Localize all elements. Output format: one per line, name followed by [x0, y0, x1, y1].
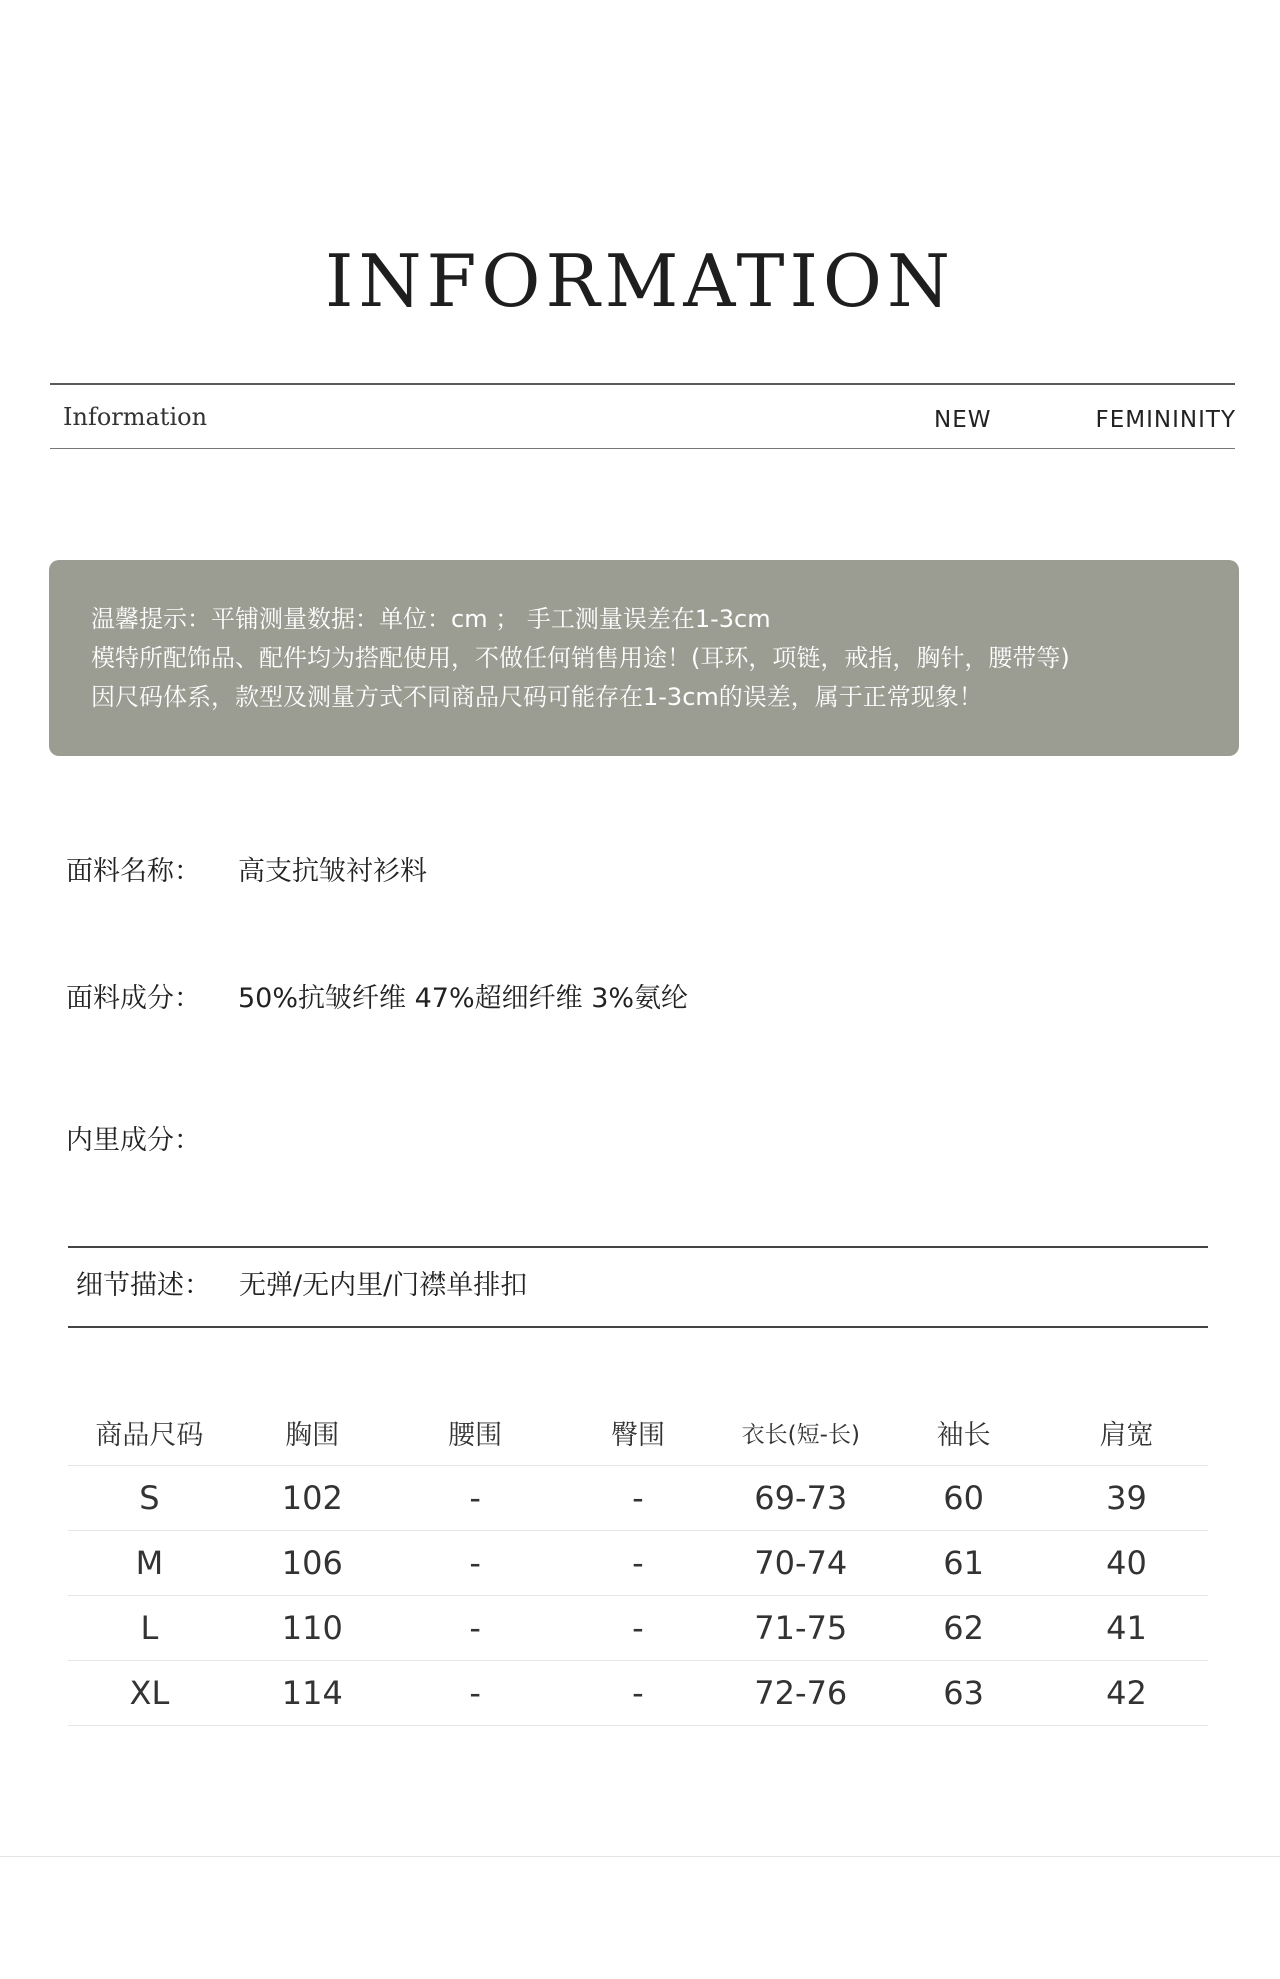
- table-row: [68, 1531, 1208, 1596]
- table-cell: 69-73: [719, 1466, 882, 1531]
- fabric-name-label: 面料名称：: [66, 856, 201, 887]
- table-cell: 70-74: [719, 1531, 882, 1596]
- col-header-chest: 胸围: [231, 1400, 394, 1466]
- table-cell: 39: [1045, 1466, 1208, 1531]
- table-cell: 110: [231, 1596, 394, 1661]
- header-top-divider: [50, 383, 1235, 385]
- col-header-sleeve: 袖长: [882, 1400, 1045, 1466]
- table-cell: -: [394, 1596, 557, 1661]
- table-cell: 62: [882, 1596, 1045, 1661]
- table-cell: -: [394, 1661, 557, 1726]
- header-bottom-divider: [50, 448, 1235, 449]
- lining-row: [66, 1127, 238, 1154]
- detail-value: 无弹/无内里/门襟单排扣: [239, 1270, 528, 1301]
- notice-line: 因尺码体系，款型及测量方式不同商品尺码可能存在1-3cm的误差，属于正常现象！: [91, 683, 983, 711]
- col-header-size: 商品尺码: [68, 1400, 231, 1466]
- table-cell: 71-75: [719, 1596, 882, 1661]
- table-cell: -: [557, 1661, 720, 1726]
- table-cell: 102: [231, 1466, 394, 1531]
- table-cell: 60: [882, 1466, 1045, 1531]
- detail-label: 细节描述：: [76, 1270, 211, 1301]
- fabric-name-value: 高支抗皱衬衫料: [238, 856, 427, 887]
- col-header-waist: 腰围: [394, 1400, 557, 1466]
- table-cell: 114: [231, 1661, 394, 1726]
- table-cell: -: [394, 1531, 557, 1596]
- table-cell: 72-76: [719, 1661, 882, 1726]
- table-cell: -: [557, 1531, 720, 1596]
- detail-top-divider: [68, 1246, 1208, 1248]
- notice-box: [49, 560, 1239, 756]
- table-cell: M: [68, 1531, 231, 1596]
- footer-divider: [0, 1856, 1280, 1857]
- table-cell: -: [557, 1466, 720, 1531]
- size-table-header: [68, 1400, 1208, 1466]
- subheader-information: Information: [63, 403, 208, 431]
- table-cell: 40: [1045, 1531, 1208, 1596]
- subheader-new: NEW: [934, 407, 992, 433]
- table-row: [68, 1661, 1208, 1726]
- table-row: [68, 1596, 1208, 1661]
- table-cell: 42: [1045, 1661, 1208, 1726]
- table-cell: 63: [882, 1661, 1045, 1726]
- fabric-composition-value: 50%抗皱纤维 47%超细纤维 3%氨纶: [238, 983, 689, 1014]
- notice-line: 模特所配饰品、配件均为搭配使用，不做任何销售用途！(耳环，项链，戒指，胸针，腰带等): [91, 644, 1070, 672]
- col-header-hip: 臀围: [557, 1400, 720, 1466]
- notice-line: 温馨提示：平铺测量数据：单位：cm ； 手工测量误差在1-3cm: [91, 605, 771, 633]
- detail-row: [76, 1272, 527, 1299]
- table-cell: L: [68, 1596, 231, 1661]
- table-cell: XL: [68, 1661, 231, 1726]
- table-cell: S: [68, 1466, 231, 1531]
- table-cell: 106: [231, 1531, 394, 1596]
- col-header-length: 衣长(短-长): [719, 1400, 882, 1466]
- fabric-name-row: [66, 858, 427, 885]
- col-header-shoulder: 肩宽: [1045, 1400, 1208, 1466]
- detail-bottom-divider: [68, 1326, 1208, 1328]
- size-table: [68, 1400, 1208, 1726]
- table-cell: -: [394, 1466, 557, 1531]
- table-cell: 41: [1045, 1596, 1208, 1661]
- page-title: INFORMATION: [325, 239, 955, 323]
- subheader-femininity: FEMININITY: [1095, 407, 1236, 433]
- fabric-composition-row: [66, 985, 688, 1012]
- table-row: [68, 1466, 1208, 1531]
- table-cell: -: [557, 1596, 720, 1661]
- lining-label: 内里成分：: [66, 1125, 201, 1156]
- fabric-composition-label: 面料成分：: [66, 983, 201, 1014]
- table-cell: 61: [882, 1531, 1045, 1596]
